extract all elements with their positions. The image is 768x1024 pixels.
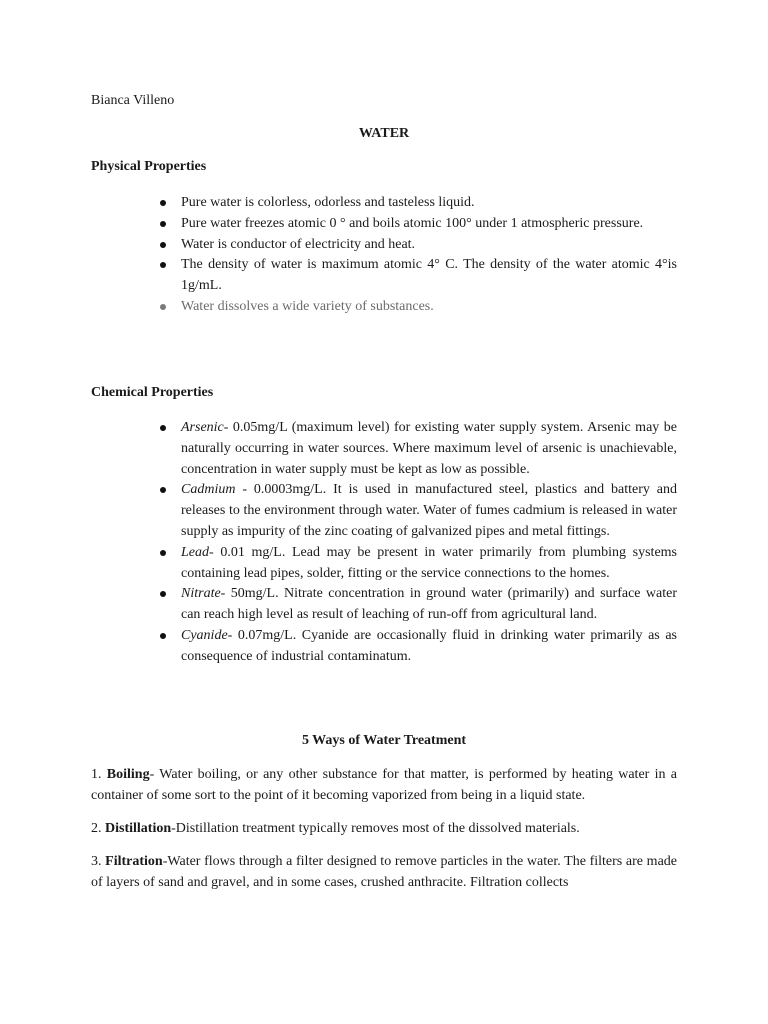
bullet-icon bbox=[160, 304, 166, 310]
bullet-icon bbox=[160, 200, 166, 206]
list-item bbox=[181, 480, 677, 542]
bullet-icon bbox=[160, 633, 166, 639]
substance-name: Cyanide bbox=[181, 627, 228, 643]
bullet-icon bbox=[160, 242, 166, 248]
bullet-icon bbox=[160, 262, 166, 268]
bullet-icon bbox=[160, 487, 166, 493]
treatment-term: Filtration bbox=[105, 854, 163, 869]
list-item bbox=[181, 235, 677, 256]
list-item-text: Pure water is colorless, odorless and tasteless liquid. bbox=[181, 195, 475, 210]
substance-description: - 0.01 mg/L. Lead may be present in water primarily from plumbing systems containing lead pipes, solder, fitting or the service connections to the homes. bbox=[181, 544, 677, 581]
physical-properties-list bbox=[181, 193, 677, 318]
physical-properties-heading: Physical Properties bbox=[91, 159, 207, 174]
bullet-icon bbox=[160, 550, 166, 556]
treatment-number: 1. bbox=[91, 767, 107, 782]
list-item-text: Pure water freezes atomic 0 ° and boils atomic 100° under 1 atmospheric pressure. bbox=[181, 215, 644, 231]
water-treatment-heading: 5 Ways of Water Treatment bbox=[301, 733, 467, 748]
substance-name: Cadmium bbox=[181, 482, 236, 498]
treatment-term: Boiling bbox=[106, 767, 150, 782]
author-name: Bianca Villeno bbox=[91, 93, 175, 108]
substance-description: - 0.07mg/L. Cyanide are occasionally fluid in drinking water primarily as as consequence of industrial contaminatum. bbox=[181, 627, 677, 664]
treatment-paragraph bbox=[91, 851, 677, 893]
list-item bbox=[181, 214, 677, 235]
list-item bbox=[181, 626, 677, 668]
treatment-description: - Water boiling, or any other substance for that matter, is performed by heating water in a container of some sort to the point of it becoming vaporized from being in a liquid state. bbox=[91, 767, 678, 803]
treatment-paragraph bbox=[91, 764, 677, 806]
list-item-text: Water dissolves a wide variety of substances. bbox=[181, 298, 434, 314]
list-item-text: Water is conductor of electricity and heat. bbox=[181, 236, 416, 252]
substance-name: Arsenic bbox=[181, 420, 224, 435]
list-item-text: The density of water is maximum atomic 4° C. The density of the water atomic 4°is 1g/mL. bbox=[181, 257, 677, 294]
treatment-number: 3. bbox=[91, 854, 106, 869]
list-item bbox=[181, 255, 677, 297]
substance-description: - 50mg/L. Nitrate concentration in ground water (primarily) and surface water can reach high level as result of leaching of run-off from agricultural land. bbox=[181, 586, 677, 623]
list-item bbox=[181, 418, 677, 480]
list-item bbox=[181, 193, 677, 214]
substance-description: - 0.05mg/L (maximum level) for existing water supply system. Arsenic may be naturally occurring in water sources. Where maximum level of arsenic is unachievable, concentration in water supply must be kept as low as possible. bbox=[181, 420, 677, 477]
list-item bbox=[181, 584, 677, 626]
list-item bbox=[181, 543, 677, 585]
substance-description: - 0.0003mg/L. It is used in manufactured steel, plastics and battery and releases to the environment through water. Water of fumes cadmium is released in water supply as impurity of the zinc coating of galvanized pipes and metal fittings. bbox=[181, 482, 677, 539]
bullet-icon bbox=[160, 591, 166, 597]
treatment-paragraph bbox=[91, 818, 677, 839]
list-item bbox=[181, 297, 677, 318]
treatment-description: -Distillation treatment typically removes most of the dissolved materials. bbox=[171, 821, 580, 836]
treatment-description: -Water flows through a filter designed to remove particles in the water. The filters are made of layers of sand and gravel, and in some cases, crushed anthracite. Filtration collects bbox=[91, 854, 677, 890]
treatment-number: 2. bbox=[91, 821, 105, 836]
chemical-properties-heading: Chemical Properties bbox=[91, 385, 214, 400]
substance-name: Lead bbox=[181, 544, 209, 560]
document-title: WATER bbox=[358, 126, 410, 141]
bullet-icon bbox=[160, 425, 166, 431]
substance-name: Nitrate bbox=[181, 586, 221, 602]
chemical-properties-list bbox=[181, 418, 677, 668]
bullet-icon bbox=[160, 221, 166, 227]
treatment-term: Distillation bbox=[105, 821, 172, 836]
